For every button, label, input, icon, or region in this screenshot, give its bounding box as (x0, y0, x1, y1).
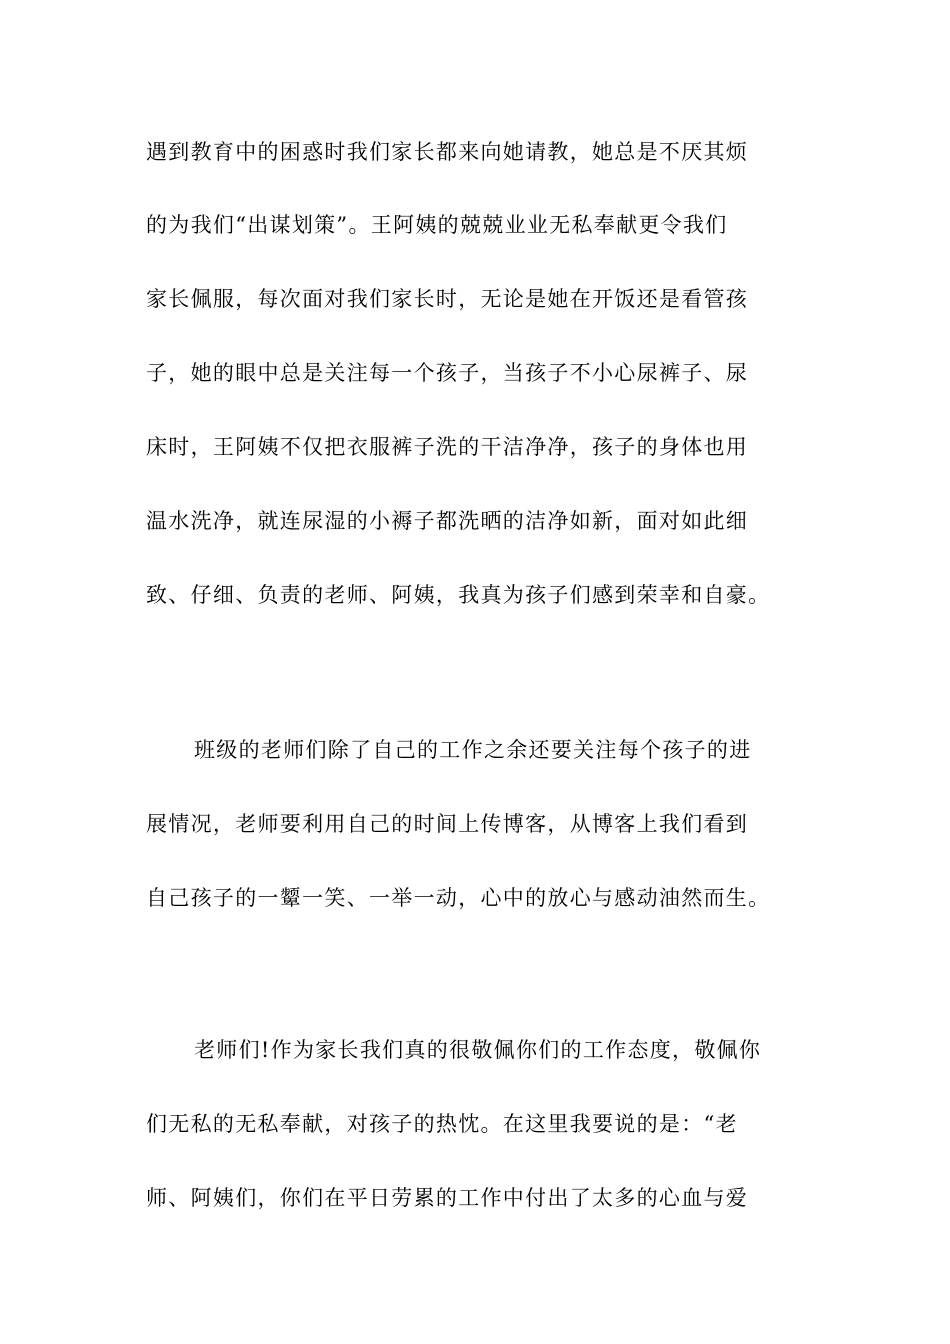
paragraph-1-line-3: 家长佩服，每次面对我们家长时，无论是她在开饭还是看管孩 (146, 287, 749, 311)
paragraph-1-line-1: 遇到教育中的困惑时我们家长都来向她请教，她总是不厌其烦 (146, 140, 749, 164)
paragraph-1-line-6: 温水洗净，就连尿湿的小褥子都洗晒的洁净如新，面对如此细 (146, 509, 749, 533)
paragraph-3-line-1: 老师们!作为家长我们真的很敬佩你们的工作态度，敬佩你 (194, 1038, 762, 1062)
paragraph-1-line-7: 致、仔细、负责的老师、阿姨，我真为孩子们感到荣幸和自豪。 (146, 583, 771, 607)
paragraph-1-line-5: 床时，王阿姨不仅把衣服裤子洗的干洁净净，孩子的身体也用 (146, 435, 749, 459)
paragraph-1-line-4: 子，她的眼中总是关注每一个孩子，当孩子不小心尿裤子、尿 (146, 361, 749, 385)
paragraph-2-line-3: 自己孩子的一颦一笑、一举一动，心中的放心与感动油然而生。 (146, 886, 771, 910)
paragraph-3-line-2: 们无私的无私奉献，对孩子的热忱。在这里我要说的是：“老 (146, 1112, 738, 1136)
paragraph-1-line-2: 的为我们“出谋划策”。王阿姨的兢兢业业无私奉献更令我们 (146, 213, 728, 237)
paragraph-2-line-2: 展情况，老师要利用自己的时间上传博客，从博客上我们看到 (146, 812, 749, 836)
paragraph-2-line-1: 班级的老师们除了自己的工作之余还要关注每个孩子的进 (194, 738, 752, 762)
paragraph-3-line-3: 师、阿姨们，你们在平日劳累的工作中付出了太多的心血与爱 (146, 1186, 749, 1210)
